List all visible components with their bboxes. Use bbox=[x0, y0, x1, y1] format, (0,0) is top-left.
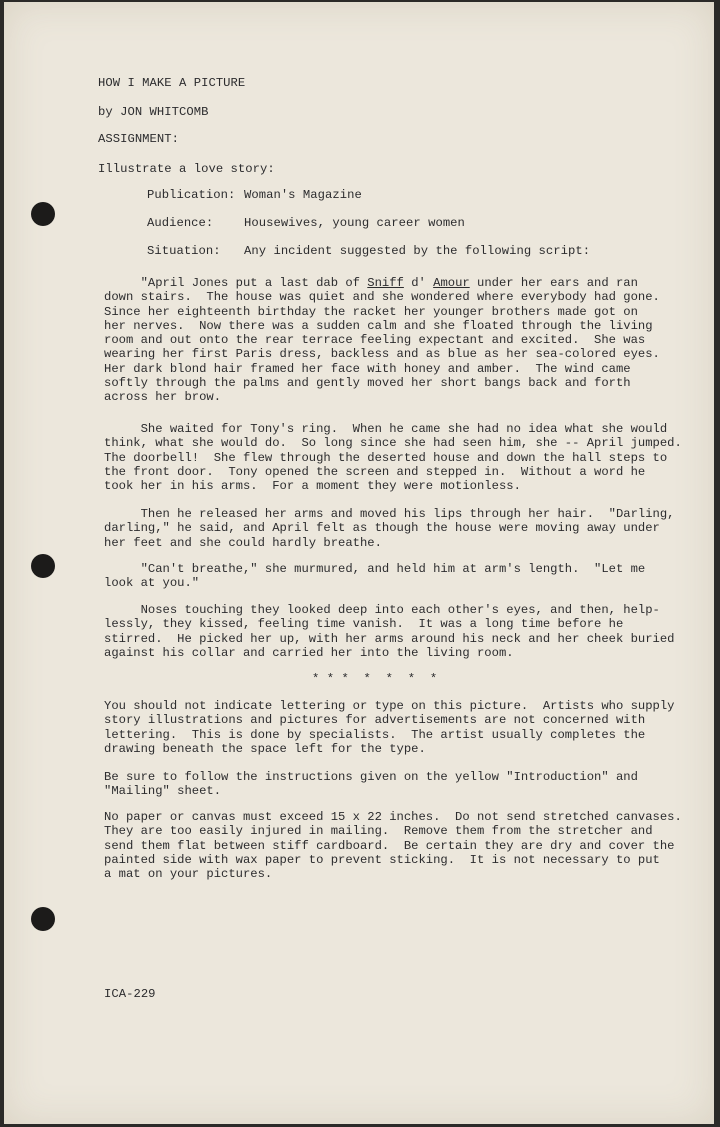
story-line: Since her eighteenth birthday the racket her younger brothers made got on bbox=[104, 304, 638, 319]
story-line: The doorbell! She flew through the deserted house and down the hall steps to bbox=[104, 450, 668, 465]
instruction-line: You should not indicate lettering or type on this picture. Artists who supply bbox=[104, 699, 675, 713]
instruction-line: drawing beneath the space left for the type. bbox=[104, 741, 426, 756]
spec-label-publication: Publication: bbox=[147, 188, 236, 202]
instruction-line: painted side with wax paper to prevent sticking. It is not necessary to put bbox=[104, 852, 660, 867]
instruction-line: They are too easily injured in mailing. Remove them from the stretcher and bbox=[104, 824, 653, 839]
assignment-heading: ASSIGNMENT: bbox=[98, 132, 180, 146]
story-line: look at you." bbox=[104, 576, 200, 591]
spec-label-situation: Situation: bbox=[147, 244, 221, 258]
assignment-intro: Illustrate a love story: bbox=[98, 162, 275, 176]
story-line: softly through the palms and gently moved her short bangs back and forth bbox=[104, 376, 631, 391]
instructions-paragraph-2 bbox=[104, 770, 664, 799]
story-line: the front door. Tony opened the screen and stepped in. Without a word he bbox=[104, 464, 646, 479]
byline: by JON WHITCOMB bbox=[98, 105, 209, 119]
instruction-line: story illustrations and pictures for advertisements are not concerned with bbox=[104, 713, 646, 728]
story-line: across her brow. bbox=[104, 390, 222, 405]
story-paragraph-1 bbox=[104, 276, 664, 405]
story-line: think, what she would do. So long since she had seen him, she -- April jumped. bbox=[104, 436, 682, 451]
punch-hole-bottom bbox=[31, 907, 55, 931]
instruction-line: lettering. This is done by specialists. The artist usually completes the bbox=[104, 727, 646, 742]
story-line: against his collar and carried her into the living room. bbox=[104, 645, 514, 660]
instruction-line: a mat on your pictures. bbox=[104, 867, 273, 882]
underlined-word: Sniff bbox=[367, 276, 404, 290]
spec-label-audience: Audience: bbox=[147, 216, 214, 230]
story-line: lessly, they kissed, feeling time vanish. It was a long time before he bbox=[104, 617, 624, 632]
instructions-paragraph-1 bbox=[104, 699, 675, 756]
story-paragraph-5 bbox=[104, 603, 675, 660]
underlined-word: Amour bbox=[433, 276, 470, 290]
story-line: her feet and she could hardly breathe. bbox=[104, 535, 382, 550]
story-line: "Can't breathe," she murmured, and held him at arm's length. "Let me bbox=[104, 562, 646, 576]
spec-value-situation: Any incident suggested by the following script: bbox=[244, 244, 591, 258]
story-line: her nerves. Now there was a sudden calm and she floated through the living bbox=[104, 318, 653, 333]
story-line: Then he released her arms and moved his lips through her hair. "Darling, bbox=[104, 507, 675, 521]
story-paragraph-4 bbox=[104, 562, 664, 591]
instructions-paragraph-3 bbox=[104, 810, 682, 882]
story-line: wearing her first Paris dress, backless and as blue as her sea-colored eyes. bbox=[104, 347, 660, 362]
instruction-line: "Mailing" sheet. bbox=[104, 784, 222, 799]
story-line: took her in his arms. For a moment they were motionless. bbox=[104, 479, 521, 494]
story-line: She waited for Tony's ring. When he came she had no idea what she would bbox=[104, 422, 668, 436]
instruction-line: No paper or canvas must exceed 15 x 22 inches. Do not send stretched canvases. bbox=[104, 810, 682, 824]
punch-hole-top bbox=[31, 202, 55, 226]
document-code: ICA-229 bbox=[104, 987, 156, 1001]
story-line: stirred. He picked her up, with her arms around his neck and her cheek buried bbox=[104, 631, 675, 646]
story-line: "April Jones put a last dab of Sniff d' Amour under her ears and ran bbox=[104, 276, 638, 290]
instruction-line: Be sure to follow the instructions given on the yellow "Introduction" and bbox=[104, 770, 638, 784]
instruction-line: send them flat between stiff cardboard. Be certain they are dry and cover the bbox=[104, 838, 675, 853]
document-title: HOW I MAKE A PICTURE bbox=[98, 76, 246, 90]
story-line: room and out onto the rear terrace feeling expectant and excited. She was bbox=[104, 333, 646, 348]
story-paragraph-2 bbox=[104, 422, 682, 494]
spec-value-audience: Housewives, young career women bbox=[244, 216, 465, 230]
spec-value-publication: Woman's Magazine bbox=[244, 188, 362, 202]
story-line: darling," he said, and April felt as though the house were moving away under bbox=[104, 521, 660, 536]
section-separator: * * * * * * * bbox=[312, 672, 438, 686]
story-paragraph-3 bbox=[104, 507, 675, 550]
story-line: down stairs. The house was quiet and she wondered where everybody had gone. bbox=[104, 290, 660, 305]
story-line: Her dark blond hair framed her face with honey and amber. The wind came bbox=[104, 361, 631, 376]
document-page bbox=[4, 2, 714, 1124]
story-line: Noses touching they looked deep into each other's eyes, and then, help- bbox=[104, 603, 660, 617]
punch-hole-middle bbox=[31, 554, 55, 578]
